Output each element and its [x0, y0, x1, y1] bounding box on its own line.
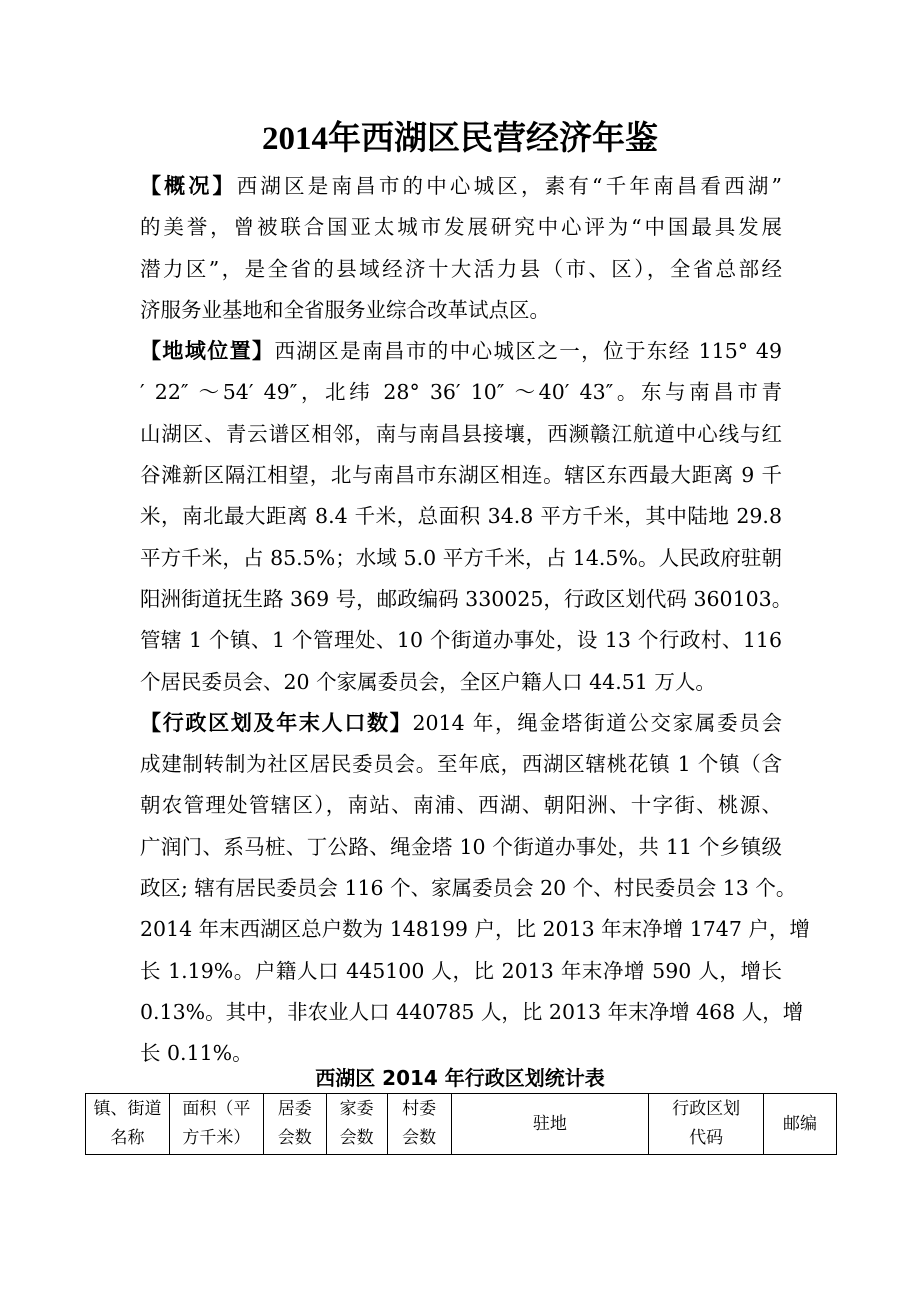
paragraph-text: 2014 年，绳金塔街道公交家属委员会: [412, 710, 783, 735]
header-text: 名称: [110, 1128, 145, 1148]
paragraph-text: 0.13%。其中，非农业人口 440785 人，比 2013 年末净增 468 人，增: [140, 999, 804, 1024]
paragraph-line: [140, 331, 782, 372]
header-text: 面积（平: [182, 1099, 251, 1119]
paragraph-line: [140, 662, 782, 703]
table-header-cell: [764, 1094, 837, 1155]
table-header-row: [86, 1094, 837, 1155]
admin-division-table: [85, 1093, 837, 1155]
header-text: 村委: [402, 1099, 437, 1119]
table-header-cell: [326, 1094, 387, 1155]
document-title: 2014年西湖区民营经济年鉴: [262, 121, 658, 157]
paragraph-line: [140, 372, 782, 413]
paragraph-text: 山湖区、青云谱区相邻，南与南昌县接壤，西濒赣江航道中心线与红: [140, 421, 782, 446]
header-text: 镇、街道: [93, 1099, 162, 1119]
table-header-cell: [263, 1094, 326, 1155]
paragraph-text: 管辖 1 个镇、1 个管理处、10 个街道办事处，设 13 个行政村、116: [140, 628, 782, 653]
paragraph-text: 潜力区”，是全省的县域经济十大活力县（市、区），全省总部经: [140, 256, 782, 281]
paragraph-line: [140, 455, 782, 496]
paragraph-text: 济服务业基地和全省服务业综合改革试点区。: [140, 297, 550, 322]
table-header-cell: [649, 1094, 764, 1155]
paragraph-text: 西湖区是南昌市的中心城区之一，位于东经 115° 49: [274, 339, 783, 364]
paragraph-text: ′ 22″ ～54′ 49″，北纬 28° 36′ 10″ ～40′ 43″。东与南昌市青: [140, 380, 782, 405]
table-header-cell: [169, 1094, 263, 1155]
paragraph-text: 成建制转制为社区居民委员会。至年底，西湖区辖桃花镇 1 个镇（含: [140, 752, 782, 777]
paragraph-line: [140, 290, 782, 331]
paragraph-line: [140, 868, 797, 909]
table-header-cell: [86, 1094, 170, 1155]
table-header-cell: [387, 1094, 451, 1155]
header-text: 方千米）: [182, 1128, 251, 1148]
header-text: 会数: [277, 1128, 312, 1148]
paragraph-text: 米，南北最大距离 8.4 千米，总面积 34.8 平方千米，其中陆地 29.8: [140, 504, 782, 529]
paragraph-line: [140, 992, 804, 1033]
header-text: 会数: [339, 1128, 374, 1148]
paragraph-text: 2014 年末西湖区总户数为 148199 户，比 2013 年末净增 1747 户，增: [140, 917, 810, 942]
paragraph-line: [140, 166, 782, 207]
paragraph-line: [140, 909, 810, 950]
paragraph-line: [140, 951, 782, 992]
paragraph-text: 长 0.11%。: [140, 1041, 253, 1066]
paragraph-text: 谷滩新区隔江相望，北与南昌市东湖区相连。辖区东西最大距离 9 千: [140, 463, 782, 488]
section-heading: 【行政区划及年末人口数】: [140, 710, 413, 735]
paragraph-line: [140, 827, 782, 868]
table-header-cell: [451, 1094, 649, 1155]
paragraph-line: [140, 207, 782, 248]
paragraph-line: [140, 496, 782, 537]
header-text: 代码: [689, 1128, 724, 1148]
header-text: 家委: [339, 1099, 374, 1119]
header-text: 会数: [402, 1128, 437, 1148]
paragraph-text: 政区; 辖有居民委员会 116 个、家属委员会 20 个、村民委员会 13 个。: [140, 876, 797, 901]
section-heading: 【地域位置】: [140, 339, 275, 364]
paragraph-line: [140, 703, 782, 744]
paragraph-line: [140, 579, 793, 620]
paragraph-line: [140, 744, 782, 785]
paragraph-line: [140, 785, 782, 826]
paragraph-text: 的美誉，曾被联合国亚太城市发展研究中心评为“中国最具发展: [140, 215, 782, 240]
paragraph-text: 朝农管理处管辖区），南站、南浦、西湖、朝阳洲、十字街、桃源、: [140, 793, 782, 818]
paragraph-text: 平方千米，占 85.5%；水域 5.0 平方千米，占 14.5%。人民政府驻朝: [140, 545, 782, 570]
paragraph-line: [140, 249, 782, 290]
header-text: 居委: [277, 1099, 312, 1119]
paragraph-text: 阳洲街道抚生路 369 号，邮政编码 330025，行政区划代码 360103。: [140, 586, 793, 611]
paragraph-line: [140, 538, 782, 579]
paragraph-line: [140, 414, 782, 455]
header-text: 行政区划: [672, 1099, 741, 1119]
paragraph-text: 西湖区是南昌市的中心城区，素有“千年南昌看西湖”: [236, 174, 782, 198]
paragraph-text: 广润门、系马桩、丁公路、绳金塔 10 个街道办事处，共 11 个乡镇级: [140, 834, 782, 859]
paragraph-text: 长 1.19%。户籍人口 445100 人，比 2013 年末净增 590 人，增长: [140, 958, 782, 983]
paragraph-text: 个居民委员会、20 个家属委员会，全区户籍人口 44.51 万人。: [140, 669, 716, 694]
document-body: [140, 166, 810, 1075]
paragraph-line: [140, 620, 782, 661]
header-text: 邮编: [783, 1113, 818, 1134]
table-title: 西湖区 2014 年行政区划统计表: [315, 1066, 605, 1090]
section-heading: 【概况】: [140, 174, 237, 198]
header-text: 驻地: [532, 1113, 567, 1134]
